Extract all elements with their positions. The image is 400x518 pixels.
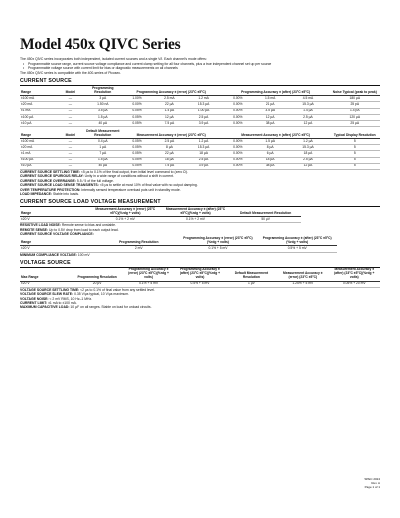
table-cell: 0.00% xyxy=(222,96,254,102)
spec-note: REMOTE SENSE: Up to 0.5V drop from load to each output lead. xyxy=(20,227,119,232)
spec-note: CURRENT SOURCE LOAD SENSE TRANSIENTS: <5 µs to settle at most 10% of final value with no output damping. xyxy=(20,183,198,188)
table-cell: 8 µA xyxy=(153,145,185,151)
table-cell: 40 µA xyxy=(85,120,121,126)
compliance-table: Range Programming Resolution Programming Accuracy ± (error) (23°C ±5°C)(%rdg + volts) Programming Accuracy ± (after) (23°C ±5°C)(%rdg + volts) ±20 V 2 mV 0.1% + 5 mV 0.5% + 5 mV xyxy=(20,237,337,253)
intro-text-2: The 450x QIVC series is compatible with the 400-series of Picosec. xyxy=(20,70,122,75)
spec-note: CURRENT SOURCE SPURIOUS RELAY: Unity in a wide range of conditions without a shift in current. xyxy=(20,174,174,179)
spec-note: VOLTAGE SOURCE SETTLING TIME: <2 µs to 0.1% of final value from any settled level. xyxy=(20,287,155,292)
table-cell: 15.3 µA xyxy=(286,102,329,108)
table-cell: ±100 mA xyxy=(20,138,56,144)
table-cell: 25 pA xyxy=(330,102,380,108)
page-footer: SPEC 2024 Rev. A Page 1 of 1 xyxy=(364,477,380,489)
voltage-source-notes xyxy=(20,288,380,310)
table-cell: 0.05% xyxy=(121,114,153,120)
table-cell: ±100 mA xyxy=(20,96,56,102)
table-cell: — xyxy=(56,138,85,144)
table-cell: 12 µA xyxy=(153,114,185,120)
spec-note: RESISTIVE LOAD NOISE: Remote sense to bias and unstable. xyxy=(20,223,116,228)
current-source-notes xyxy=(20,170,380,196)
table-cell: 21 µA xyxy=(254,102,286,108)
table-cell: 0.00% xyxy=(222,145,254,151)
bullet-item: • Programmable voltage source with current limit for bias or diagnostic measurements on all channels xyxy=(20,66,380,71)
table-cell: 7.5 µA xyxy=(153,163,185,169)
table-cell: 0.00% xyxy=(222,157,254,163)
table-cell: 1.5 mA xyxy=(254,96,286,102)
load-voltage-notes xyxy=(20,223,380,236)
table-cell: 2.5 µA xyxy=(153,138,185,144)
table-cell: 5 xyxy=(330,157,380,163)
current-source-measurement-table: Range Model Default Measurement Resolution Measurement Accuracy ± (error) (23°C ±5°C) Measurement Accuracy ± (after) (23°C ±5°C) Typical Display Resolution ±100 mA — 0.4 µA 0.05% 2.5 µA 1.2 µA 0.00% 1.5 µA 1.2 µA 5 ±20 mA — 1 µA 0.05% 8 µA 15.3 µA 0.00% 8 µA 15.3 µA 5 ±1 mA — 7 µA 0.05% 22 µA 18 µA 0.00% 6 µA 18 µA 5 ±100 µA — 1.5 µA 0.05% 18 µA 2.5 µA 0.00% 18 µA 2.5 µA 5 ±10 µA — 40 µA 0.05% 7.5 µA 3.9 µA 0.00% 38 µA 12 µA 5 xyxy=(20,129,380,170)
table-cell: 2.5 µA xyxy=(286,114,329,120)
table-cell: 15.3 µA xyxy=(186,102,222,108)
table-cell: 3 µA xyxy=(85,96,121,102)
table-cell: 2.5 µA xyxy=(286,157,329,163)
table-cell: 180 µA xyxy=(330,96,380,102)
table-cell: ±10 µA xyxy=(20,163,56,169)
table-cell: 0.00% xyxy=(222,163,254,169)
table-cell: 2.5 mA xyxy=(153,96,185,102)
min-compliance-note: MINIMUM COMPLIANCE VOLTAGE: 100 mV xyxy=(20,252,90,257)
table-cell: 1.2 mA xyxy=(186,96,222,102)
table-cell: ±20 mA xyxy=(20,145,56,151)
table-cell: 25 µA xyxy=(330,120,380,126)
table-cell: 1.5 µA xyxy=(85,114,121,120)
table-cell: 1.2 µA xyxy=(286,138,329,144)
spec-note: MAXIMUM CAPACITIVE LOAD: 10 µF on all ranges. Stable on load for unload circuits. xyxy=(20,305,152,310)
table-cell: 18 µA xyxy=(286,151,329,157)
table-cell: 18 µA xyxy=(153,157,185,163)
spec-note: OVER TEMPERATURE PROTECTION: Internally sensed temperature overload puts unit in standby mode. xyxy=(20,187,181,192)
table-cell: 15.3 µA xyxy=(286,145,329,151)
table-cell: 5 xyxy=(330,138,380,144)
table-cell: 0.05% xyxy=(121,120,153,126)
table-cell: — xyxy=(56,108,85,114)
table-cell: 7 µA xyxy=(85,151,121,157)
table-cell: 7.5 µA xyxy=(153,120,185,126)
table-cell: 12 µA xyxy=(286,163,329,169)
table-cell: 1.5 µA xyxy=(85,157,121,163)
table-cell: 18 µA xyxy=(186,151,222,157)
spec-note: CURRENT SOURCE OVERRANGE: 5.5 / 5 of the full voltage. xyxy=(20,178,114,183)
table-cell: 12 µA xyxy=(286,120,329,126)
table-cell: 120 µA xyxy=(330,114,380,120)
table-cell: 0.00% xyxy=(222,138,254,144)
intro-text: The 450x QIVC series incorporates both independent, isolated current sources and a single V/I. Each channel's mode offers: xyxy=(20,57,207,61)
table-cell: 0.05% xyxy=(121,151,153,157)
table-cell: 0.05% xyxy=(121,145,153,151)
table-cell: 4.5 mA xyxy=(286,96,329,102)
current-source-programming-table: Range Model Programming Resolution Programming Accuracy ± (error) (23°C ±5°C) Programming Accuracy ± (after) (23°C ±5°C) Noise Typical (peak to peak) ±100 mA — 3 µA 1.00% 2.5 mA 1.2 mA 0.00% 1.5 mA 4.5 mA 180 µA ±20 mA — 1.50 nA 0.00% 22 µA 15.3 µA 0.00% 21 µA 15.3 µA 25 pA ±1 mA — 3.5 µA 0.05% 1.4 µA 1.00 µA 0.00% 3.5 µA 1.4 µA 1.4 pA ±100 µA — 1.5 µA 0.05% 12 µA 2.5 µA 0.00% 12 µA 2.5 µA 120 µA ±10 µA — 40 µA 0.05% 7.5 µA 3.9 µA 0.00% 38 µA 12 µA 25 µA xyxy=(20,86,380,127)
table-cell: 3.9 µA xyxy=(186,120,222,126)
table-cell: 5 xyxy=(330,151,380,157)
table-cell: — xyxy=(56,96,85,102)
document-page xyxy=(20,36,380,310)
table-cell: 1.4 µA xyxy=(286,108,329,114)
table-cell: 6 µA xyxy=(254,151,286,157)
table-cell: 5 xyxy=(330,163,380,169)
document-title: Model 450x QIVC Series xyxy=(20,36,181,53)
table-cell: 0.00% xyxy=(222,102,254,108)
table-cell: 3.9 µA xyxy=(186,163,222,169)
table-cell: 2.5 µA xyxy=(186,157,222,163)
table-cell: 1.50 nA xyxy=(85,102,121,108)
table-cell: 5 xyxy=(330,145,380,151)
table-cell: 0.00% xyxy=(222,114,254,120)
table-cell: 1.4 µA xyxy=(153,108,185,114)
table-cell: 1 µA xyxy=(85,145,121,151)
table-cell: 0.00% xyxy=(222,120,254,126)
table-cell: — xyxy=(56,102,85,108)
table-cell: — xyxy=(56,151,85,157)
table-cell: 22 µA xyxy=(153,102,185,108)
table-cell: ±20 mA xyxy=(20,102,56,108)
table-cell: 1.4 pA xyxy=(330,108,380,114)
table-cell: — xyxy=(56,120,85,126)
table-cell: 40 µA xyxy=(85,163,121,169)
load-voltage-table: Range Measurement Accuracy ± (error) (23°C ±5°C)(%rdg + volts) Measurement Accuracy ± (after) (23°C ±5°C)(%rdg + volts) Default Measurement Resolution ±20 V 0.1% + 2 mV 0.1% + 2 mV 50 µV xyxy=(20,207,301,223)
table-cell: 0.00% xyxy=(121,102,153,108)
section-heading-voltage-source: VOLTAGE SOURCE xyxy=(20,260,380,268)
table-cell: 12 µA xyxy=(254,114,286,120)
section-heading-load-voltage: CURRENT SOURCE LOAD VOLTAGE MEASUREMENT xyxy=(20,199,380,207)
table-cell: — xyxy=(56,163,85,169)
table-cell: 0.4 µA xyxy=(85,138,121,144)
table-cell: 3.5 µA xyxy=(254,108,286,114)
table-cell: — xyxy=(56,145,85,151)
table-cell: 15.3 µA xyxy=(186,145,222,151)
table-cell: 0.05% xyxy=(121,163,153,169)
table-cell: ±100 µA xyxy=(20,157,56,163)
table-cell: — xyxy=(56,114,85,120)
table-cell: 0.05% xyxy=(121,138,153,144)
table-cell: 8 µA xyxy=(254,145,286,151)
table-cell: 0.00% xyxy=(222,151,254,157)
table-cell: ±100 µA xyxy=(20,114,56,120)
bullet-item: • Programmable source range, current source voltage compliance and current clamp setting for all four channels, plus a true independent channel set up per source xyxy=(20,62,380,67)
spec-note: VOLTAGE SOURCE SLEW RATE: 0.35 V/µs typical, 10 V/µs maximum. xyxy=(20,292,130,297)
table-cell: 1.2 µA xyxy=(186,138,222,144)
spec-note: CURRENT SOURCE VOLTAGE COMPLIANCE: xyxy=(20,232,94,237)
voltage-source-table: Max Range Programming Resolution Programming Accuracy ± (error) (23°C ±5°C)(%rdg + volts) Programming Accuracy ± (after) (23°C ±5°C)(%rdg + volts) Default Measurement Resolution Measurement Accuracy ± (error) (23°C ±5°C) Measurement Accuracy ± (after) (23°C ±5°C)(%rdg + volts) ±20 V 20 µV 0.1% + 5 mV 0.5% + 5 mV 1 µV 1.25% + 5 mV 0.05% + 20 mV xyxy=(20,268,380,288)
table-row xyxy=(20,120,380,126)
table-cell: 1.00% xyxy=(121,96,153,102)
table-cell: ±1 mA xyxy=(20,108,56,114)
table-cell: 38 µA xyxy=(254,163,286,169)
table-cell: ±10 µA xyxy=(20,120,56,126)
table-cell: 1.00 µA xyxy=(186,108,222,114)
table-cell: 1.5 µA xyxy=(254,138,286,144)
table-cell: 2.5 µA xyxy=(186,114,222,120)
table-cell: 18 µA xyxy=(254,157,286,163)
table-cell: 22 µA xyxy=(153,151,185,157)
spec-note: VOLTAGE NOISE: < 2 mV RMS, 10 Hz–1 MHz. xyxy=(20,296,93,301)
spec-note: CURRENT SOURCE SETTLING TIME: <5 µs to 0.1% of the final output, from initial level command to (zero Ω). xyxy=(20,169,188,174)
table-cell: ±1 mA xyxy=(20,151,56,157)
table-cell: 3.5 µA xyxy=(85,108,121,114)
section-heading-current-source: CURRENT SOURCE xyxy=(20,78,380,86)
table-cell: 0.00% xyxy=(222,108,254,114)
spec-note: CURRENT LIMIT: ±1 mA to ±100 mA. xyxy=(20,301,77,306)
spec-note: LOAD IMPEDANCE: Stable into loads. xyxy=(20,191,79,196)
table-cell: 0.05% xyxy=(121,157,153,163)
table-cell: 0.05% xyxy=(121,108,153,114)
table-cell: 38 µA xyxy=(254,120,286,126)
table-row xyxy=(20,163,380,169)
table-cell: — xyxy=(56,157,85,163)
